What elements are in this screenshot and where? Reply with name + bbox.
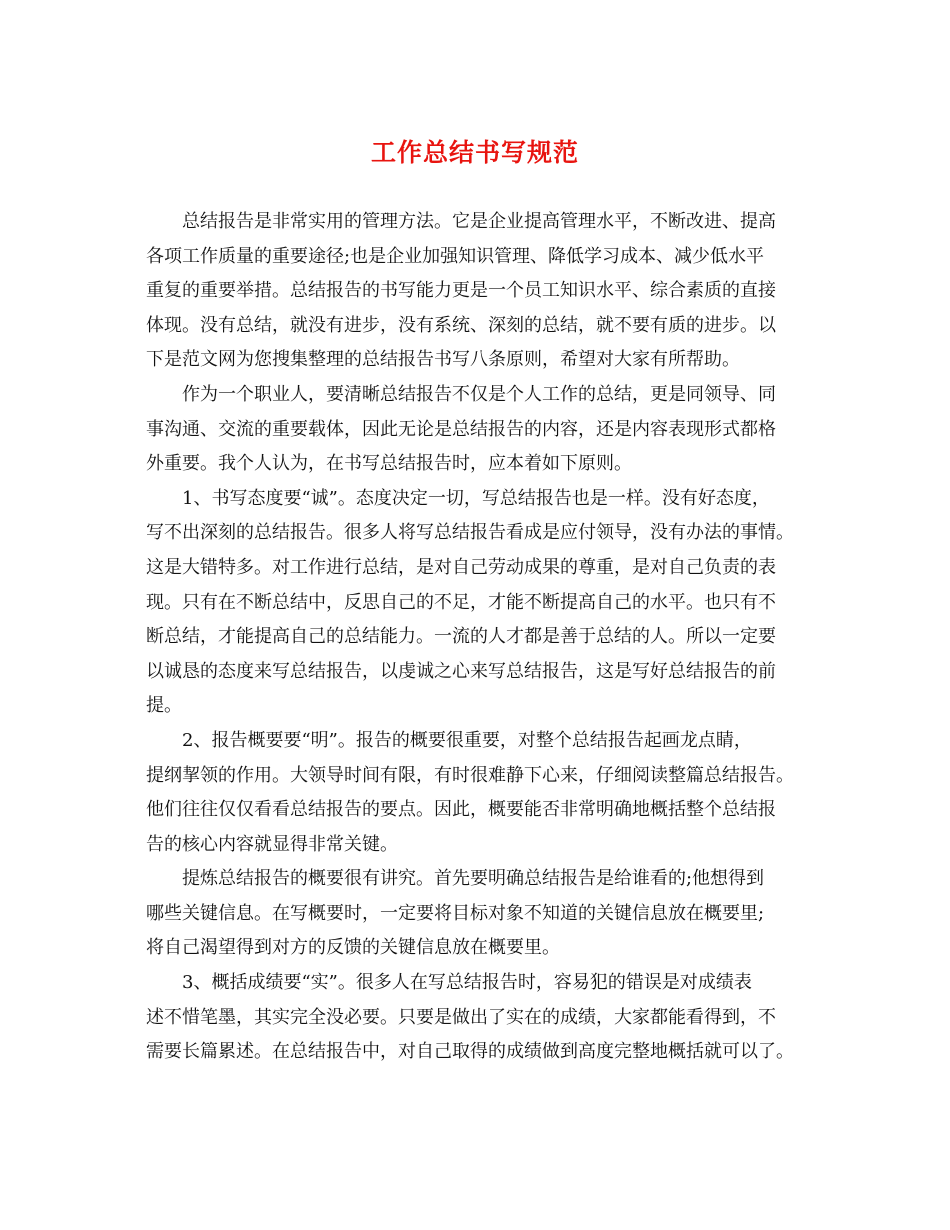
text-line: 将自己渴望得到对方的反馈的关键信息放在概要里。 xyxy=(146,937,560,959)
text-line: 他们往往仅仅看看总结报告的要点。因此，概要能否非常明确地概括整个总结报 xyxy=(146,799,776,821)
text-line: 现。只有在不断总结中，反思自己的不足，才能不断提高自己的水平。也只有不 xyxy=(146,591,776,613)
paragraph-principle-3 xyxy=(146,966,811,1070)
text-line: 下是范文网为您搜集整理的总结报告书写八条原则，希望对大家有所帮助。 xyxy=(146,349,740,371)
paragraph-summary-tips xyxy=(146,862,811,966)
text-line: 1、书写态度要“诚”。态度决定一切，写总结报告也是一样。没有好态度， xyxy=(182,487,770,509)
text-line: 提。 xyxy=(146,695,182,717)
text-line: 2、报告概要要“明”。报告的概要很重要，对整个总结报告起画龙点睛， xyxy=(182,729,752,751)
text-line: 提纲挈领的作用。大领导时间有限，有时很难静下心来，仔细阅读整篇总结报告。 xyxy=(146,764,794,786)
text-line: 作为一个职业人，要清晰总结报告不仅是个人工作的总结，更是同领导、同 xyxy=(182,383,776,405)
text-line: 事沟通、交流的重要载体，因此无论是总结报告的内容，还是内容表现形式都格 xyxy=(146,418,776,440)
paragraph-principles-intro xyxy=(146,378,811,482)
text-line: 外重要。我个人认为，在书写总结报告时，应本着如下原则。 xyxy=(146,453,632,475)
text-line: 述不惜笔墨，其实完全没必要。只要是做出了实在的成绩，大家都能看得到，不 xyxy=(146,1006,776,1028)
text-line: 告的核心内容就显得非常关键。 xyxy=(146,833,398,855)
paragraph-principle-2 xyxy=(146,724,811,862)
text-line: 总结报告是非常实用的管理方法。它是企业提高管理水平，不断改进、提高 xyxy=(182,211,776,232)
text-line: 哪些关键信息。在写概要时，一定要将目标对象不知道的关键信息放在概要里; xyxy=(146,902,765,924)
document-body xyxy=(146,205,811,1070)
text-line: 写不出深刻的总结报告。很多人将写总结报告看成是应付领导，没有办法的事情。 xyxy=(146,522,794,544)
text-line: 以诚恳的态度来写总结报告，以虔诚之心来写总结报告，这是写好总结报告的前 xyxy=(146,660,776,682)
text-line: 需要长篇累述。在总结报告中，对自己取得的成绩做到高度完整地概括就可以了。 xyxy=(146,1041,794,1063)
paragraph-intro xyxy=(146,205,811,378)
document-title: 工作总结书写规范 xyxy=(370,138,579,167)
text-line: 断总结，才能提高自己的总结能力。一流的人才都是善于总结的人。所以一定要 xyxy=(146,626,776,648)
text-line: 体现。没有总结，就没有进步，没有系统、深刻的总结，就不要有质的进步。以 xyxy=(146,314,776,336)
text-line: 提炼总结报告的概要很有讲究。首先要明确总结报告是给谁看的;他想得到 xyxy=(182,868,765,890)
text-line: 重复的重要举措。总结报告的书写能力更是一个员工知识水平、综合素质的直接 xyxy=(146,280,776,302)
text-line: 各项工作质量的重要途径;也是企业加强知识管理、降低学习成本、减少低水平 xyxy=(146,245,765,267)
paragraph-principle-1 xyxy=(146,482,811,724)
text-line: 3、概括成绩要“实”。很多人在写总结报告时，容易犯的错误是对成绩表 xyxy=(182,972,752,994)
text-line: 这是大错特多。对工作进行总结，是对自己劳动成果的尊重，是对自己负责的表 xyxy=(146,556,776,578)
